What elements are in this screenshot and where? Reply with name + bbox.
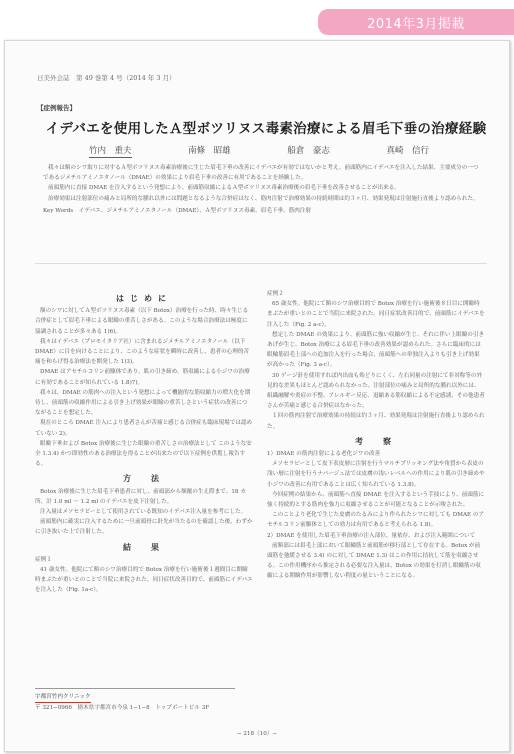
abstract-paragraph: 前頭筋内に直接 DMAE を注入するという発想により、前頭筋収縮によるＡ型ボツリヌス毒素治療後の眉毛下垂を改善させることが出来る。 <box>48 185 400 192</box>
body-paragraph: 我々は、DMAE の筋肉への注入という発想によって機能的な筋収縮力の増大化を期待し、前頭筋の収縮作用による引き上げ効果が眼瞼の重苦しさという症状の改善につながることを想定した。 <box>35 389 251 417</box>
body-paragraph: 額のシワに対してＡ型ボツリヌス毒素（以下 Botox）治療を行った時、時々生じる合併症として眉毛下垂による眼瞼の重苦しさがある。このような場合治療法は極度に協調されることが多々ある 1)6)。 <box>35 308 249 335</box>
body-paragraph: Botox 治療後に生じた眉毛下垂患者に対し、前頭部から額覆の生え際まで、18 カ所、計 1.0 ml 〜 1.2 ml のイデバエを皮下注射した。 <box>35 488 246 505</box>
publication-date-badge: 2014年3月掲載 <box>318 9 514 35</box>
body-paragraph: 我々はイデバエ（プロモイタリア社）に含まれるジメチルアミノエタノール（以下 DMAE）に目を向けることにより、このような症状を瞬時に改善し、患者の心理的苦痛を和らげ得る治療法を開発した 1)3)。 <box>35 338 250 366</box>
subsection-heading: 1）DMAE の筋肉注射による老化ジワの改善 <box>267 451 381 458</box>
section-heading-results: 結 果 <box>123 541 165 552</box>
abstract <box>43 163 479 216</box>
author-name: 船倉 豪志 <box>287 146 330 156</box>
right-column <box>267 289 485 582</box>
clinic-name: 宇都宮竹内クリニック <box>35 692 91 703</box>
body-paragraph: 65 歳女性。他院にて額のシワ治療目的で Botox 治療を行い施術後８日目に開瞼時まぶたが重いとのことで当院に来院された。同日症状改善目的で、前頭筋にイデバエを注入した（Fig. 2 a-c）。 <box>267 301 485 328</box>
body-paragraph: 眼瞼下垂および Botox 治療後に生じた眼瞼の重苦しさの治療法として このような安全 1.3.4) かつ即効性のある治療法を得ることが出来たので以下症例を供覧し報告する。 <box>35 440 252 468</box>
author-list <box>89 144 429 158</box>
footnote-rule <box>35 688 235 689</box>
body-paragraph: 今回症例の結果から、前頭筋へ直接 DMAE を注入するという手技により、前頭筋に強く持続的とする筋肉を強力に収縮させることが可能となることが示唆された。 <box>267 491 485 509</box>
body-paragraph: １回の筋肉注射で治療効果の持続は約３ヶ月、効果発現は注射施行直後より認められた。 <box>267 413 485 430</box>
clinic-address: 〒 321−0966 栃木県宇都宮市今泉 1−1−8 トップボートビル 3F <box>35 705 210 712</box>
body-paragraph: 前頭筋内に確実に注入するために一旦前頭骨に針先が当たるのを確認した後、わずかに引き抜いた上で注射した。 <box>35 519 253 536</box>
article-title: イデバエを使用したＡ型ボツリヌス毒素治療による眉毛下垂の治療経験 <box>45 121 487 137</box>
section-heading-methods: 方 法 <box>123 473 165 484</box>
section-heading-discussion: 考 察 <box>355 435 397 446</box>
section-divider <box>35 263 487 264</box>
body-paragraph: このことより老化で生じた皮膚のたるみにより作られたシワに対しても DMAE のアセチルコリン前駆体としての効力は有用であると考えられる 1.8)。 <box>267 512 485 529</box>
author-name: 南條 昭雄 <box>188 146 231 156</box>
keywords: Key Words イデバエ、ジメチルアミノエタノール（DMAE）、Ａ型ボツリヌス毒素、眉毛下垂、筋肉注射 <box>43 207 312 214</box>
journal-citation: 日美外会誌 第 49 巻第 4 号（2014 年 3 月） <box>37 74 176 82</box>
body-paragraph: 想定した DMAE の効果により、前頭筋に強い収縮が生じ、それに伴い上眼瞼の引きあげが生じ、Botox 治療による眉毛下垂の改善効果が認められた。さらに臨床的には眼輪筋眉毛上部への追加注入を行った場合、前頭筋への単独注入よりも引き上げ効果が高かった（Fig. 3 a-c）。 <box>267 331 485 369</box>
case-label: 症例２ <box>267 291 284 297</box>
article-page <box>4 40 510 752</box>
left-column <box>35 289 253 596</box>
subsection-heading: 2）DMAE を使用した眉毛下垂治療の注入部位、量依存、および注入範囲について <box>267 532 476 539</box>
author-name: 真崎 信行 <box>386 146 429 156</box>
body-paragraph: 41 歳女性。他院にて額のシワ治療目的で Botox 治療を行い施術後１週間目に開瞼時まぶたが重いとのことで当院に来院された。同日症状改善目的で、前頭筋にイデバエを注入した（Fig. 1a-c）。 <box>35 567 253 594</box>
affiliation <box>35 692 275 713</box>
body-paragraph: 前額部には眉毛上部において眼輪筋と前頭筋が移行部として存在する。Botox が前頭筋を弛緩させる 3.4) のに対して DMAE 1.3) はこの作用に拮抗して筋を収縮させる。この作用機序から推定される必要な注入量は、Botox の効果を打消し眼輪筋の収縮による開瞼作用が影響しない程度の量ということになる。 <box>267 542 481 580</box>
body-paragraph: メソセラピーとして皮下表皮層に注射を行うマルチプリッキング法や角質から表皮の浅い層に注射を行うナパージュ法では皮膚の浅いレベルへの作用により肌の引き締めや小ジワの改善に有用であることは広く知られている 1.3.8)。 <box>267 461 485 488</box>
author-name: 竹内 重夫 <box>89 146 132 156</box>
article-category: 【症例報告】 <box>37 104 76 112</box>
abstract-paragraph: 治療効果は注射部位の痛みと局所的な腫れ以外には問題となるような合併症はなく、筋肉注射で治療効果の持続時間は約３ヶ月、効果発現は注射施行直後より認められた。 <box>48 195 479 202</box>
body-paragraph: 注入量はメソセラピーとして使用されている既知のイデバエ注入量を参考にした。 <box>40 509 247 516</box>
body-paragraph: DMAE はアセチルコリン前駆体であり、肌の引き締め、筋収縮による小ジワの治療に有効であることが知られている 1.8)7)。 <box>35 369 250 386</box>
body-paragraph: 現在のところ DMAE 注入により患者さんが苦痛と感じる合併症も臨床現場では認めていない 2)。 <box>35 420 253 437</box>
body-paragraph: 30 ゲージ針を使用すれば内出血も殆どりにくく、左右同量の注射にて非対称等の外見的な差異もほとんど認められなかった。注射部位の痛みと局所的な腫れ以外には、組織融解や炎症の不整、アレルギー反応、退縮ある筋収縮による不定感誘、その他患者さんが苦痛と感じる合併症はなかった。 <box>267 372 485 410</box>
page-number: − 218（10）− <box>236 731 278 737</box>
abstract-paragraph: 我々は額のシワ取りに対するＡ型ボツリヌス毒素治療後に生じた眉毛下垂の改善にイデバエが有効ではないかと考え、前頭筋内にイデバエを注入した結果、主要成分の一つであるジメチルアミノエタノール（DMAE）の効果により眉毛下垂の改善に有用であることを経験した。 <box>43 165 479 182</box>
section-heading-intro: はじめに <box>116 293 172 303</box>
case-label: 症例１ <box>35 556 52 563</box>
